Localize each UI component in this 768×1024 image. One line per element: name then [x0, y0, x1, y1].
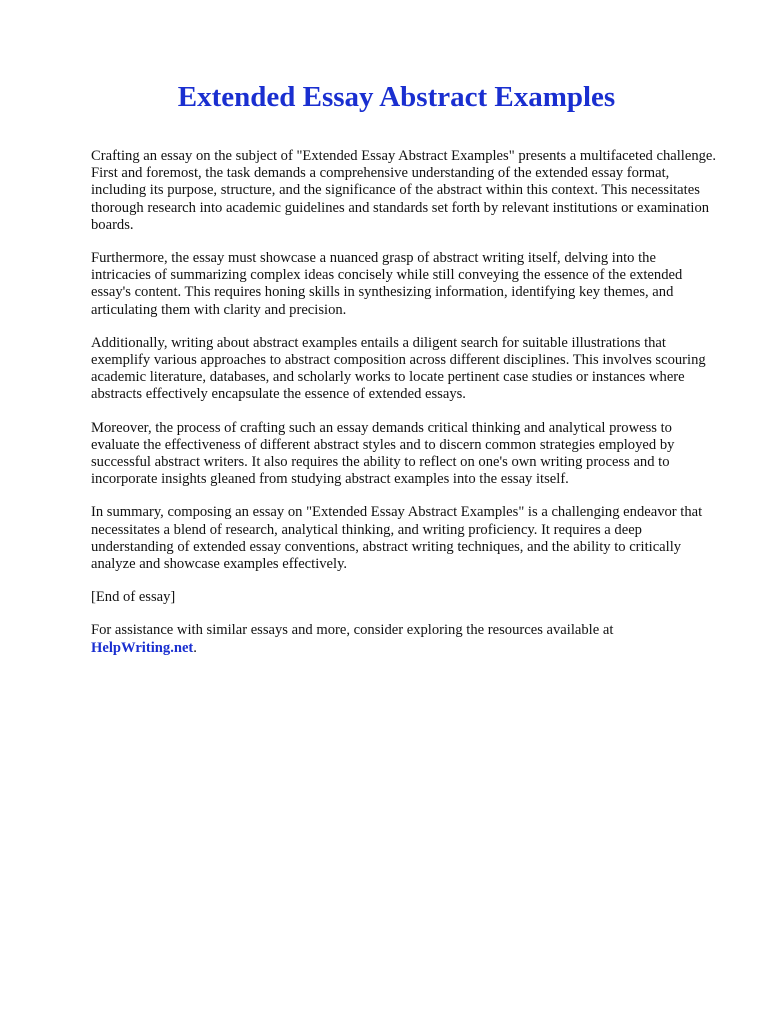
footer-text: For assistance with similar essays and more, consider exploring the resources available at [91, 622, 614, 639]
footer-paragraph [91, 622, 718, 656]
paragraph-examples-search: Additionally, writing about abstract examples entails a diligent search for suitable illustrations that exemplify various approaches to abstract composition across different disciplines. This involves scouring academic literature, databases, and scholarly works to locate pertinent case studies or instances where abstracts effectively encapsulate the essence of extended essays. [91, 334, 706, 403]
paragraph-abstract-writing: Furthermore, the essay must showcase a nuanced grasp of abstract writing itself, delving into the intricacies of summarizing complex ideas concisely while still conveying the essence of the extended essay's content. This requires honing skills in synthesizing information, identifying key themes, and articulating them with clarity and precision. [91, 250, 683, 318]
paragraph-summary: In summary, composing an essay on "Extended Essay Abstract Examples" is a challenging endeavor that necessitates a blend of research, analytical thinking, and writing proficiency. It requires a deep understanding of extended essay conventions, abstract writing techniques, and the ability to critically analyze and showcase examples effectively. [91, 504, 703, 573]
page-title: Extended Essay Abstract Examples [177, 81, 616, 113]
paragraph-intro: Crafting an essay on the subject of "Extended Essay Abstract Examples" presents a multifaceted challenge. First and foremost, the task demands a comprehensive understanding of the extended essay format, including its purpose, structure, and the significance of the abstract within this context. This necessitates thorough research into academic guidelines and standards set forth by relevant institutions or examination boards. [91, 148, 717, 233]
end-of-essay-note: [End of essay] [91, 589, 176, 606]
helpwriting-link[interactable]: HelpWriting.net [91, 639, 194, 656]
footer-trailing-period: . [193, 639, 197, 656]
paragraph-critical-thinking: Moreover, the process of crafting such an essay demands critical thinking and analytical prowess to evaluate the effectiveness of different abstract styles and to discern common strategies employed by successful abstract writers. It also requires the ability to reflect on one's own writing process and to incorporate insights gleaned from studying abstract examples into the essay itself. [91, 419, 675, 488]
